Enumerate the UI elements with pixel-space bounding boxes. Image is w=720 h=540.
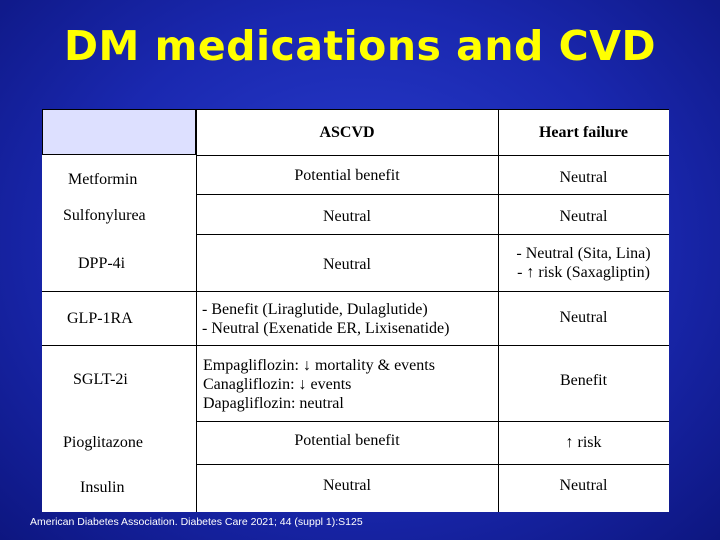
ascvd-glp1ra-line-1: - Benefit (Liraglutide, Dulaglutide): [202, 300, 428, 318]
ascvd-sulfonylurea: Neutral: [323, 208, 371, 225]
header-heart-failure: Heart failure: [538, 123, 628, 141]
header-bottom-line: [196, 155, 669, 156]
row-line-4: [42, 345, 669, 346]
drug-metformin: Metformin: [68, 170, 138, 188]
header-cell-empty: [42, 109, 196, 155]
hf-insulin: Neutral: [559, 477, 608, 494]
hf-sulfonylurea: Neutral: [559, 208, 608, 225]
ascvd-pioglitazone: Potential benefit: [294, 432, 400, 449]
medications-table: [42, 109, 669, 512]
hf-sglt2i: Benefit: [559, 372, 608, 389]
hf-glp1ra: Neutral: [559, 309, 608, 326]
hf-dpp4i-line-2: - ↑ risk (Saxagliptin): [517, 264, 650, 281]
ascvd-glp1ra: [202, 292, 498, 345]
ascvd-sglt2i: [203, 349, 498, 419]
drug-dpp4i: DPP-4i: [78, 254, 126, 272]
ascvd-sglt2i-line-2: Canagliflozin: ↓ events: [203, 375, 352, 393]
drug-glp1ra: GLP-1RA: [67, 309, 133, 327]
hf-pioglitazone: ↑ risk: [565, 434, 602, 451]
hf-dpp4i-line-1: - Neutral (Sita, Lina): [516, 245, 651, 262]
drug-insulin: Insulin: [80, 478, 125, 496]
ascvd-insulin: Neutral: [323, 477, 371, 494]
ascvd-sglt2i-line-3: Dapagliflozin: neutral: [203, 394, 344, 412]
citation: American Diabetes Association. Diabetes Care 2021; 44 (suppl 1):S125: [30, 516, 363, 528]
hf-dpp4i: [498, 237, 669, 289]
slide-title: DM medications and CVD: [63, 22, 657, 70]
hf-metformin: Neutral: [559, 169, 608, 186]
drug-sulfonylurea: Sulfonylurea: [63, 206, 146, 224]
ascvd-sglt2i-line-1: Empagliflozin: ↓ mortality & events: [203, 356, 435, 374]
ascvd-metformin: Potential benefit: [294, 167, 400, 184]
drug-sglt2i: SGLT-2i: [73, 370, 128, 388]
ascvd-dpp4i: Neutral: [323, 256, 371, 273]
ascvd-glp1ra-line-2: - Neutral (Exenatide ER, Lixisenatide): [202, 319, 450, 337]
header-ascvd: ASCVD: [319, 123, 375, 141]
drug-pioglitazone: Pioglitazone: [63, 433, 143, 451]
row-line-6: [196, 464, 669, 465]
